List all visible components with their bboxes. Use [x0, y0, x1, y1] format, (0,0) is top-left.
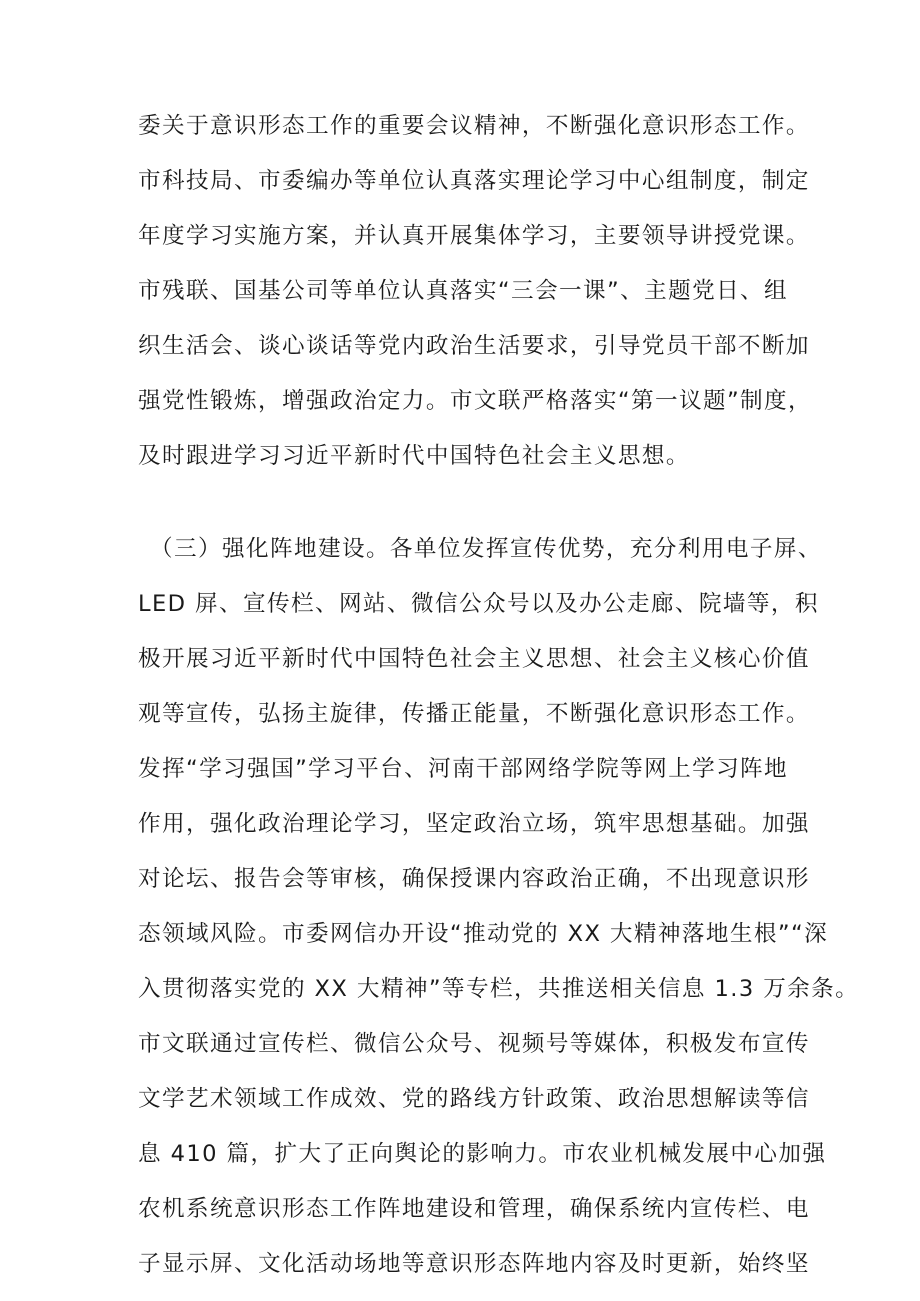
- text-line: 观等宣传，弘扬主旋律，传播正能量，不断强化意识形态工作。: [138, 701, 810, 727]
- text-line: 织生活会、谈心谈话等党内政治生活要求，引导党员干部不断加: [138, 333, 810, 359]
- text-line: 市科技局、市委编办等单位认真落实理论学习中心组制度，制定: [138, 168, 810, 194]
- section-heading-line: （三）强化阵地建设。各单位发挥宣传优势，充分利用电子屏、: [150, 536, 822, 562]
- text-line: LED 屏、宣传栏、网站、微信公众号以及办公走廊、院墙等，积: [138, 591, 819, 617]
- text-line: 文学艺术领域工作成效、党的路线方针政策、政治思想解读等信: [138, 1086, 810, 1112]
- text-line: 发挥“学习强国”学习平台、河南干部网络学院等网上学习阵地: [138, 756, 789, 782]
- text-line: 委关于意识形态工作的重要会议精神，不断强化意识形态工作。: [138, 113, 810, 139]
- text-line: 强党性锻炼，增强政治定力。市文联严格落实“第一议题”制度，: [138, 388, 813, 414]
- text-line: 及时跟进学习习近平新时代中国特色社会主义思想。: [138, 443, 690, 469]
- text-line: 息 410 篇，扩大了正向舆论的影响力。市农业机械发展中心加强: [138, 1141, 827, 1167]
- text-line: 极开展习近平新时代中国特色社会主义思想、社会主义核心价值: [138, 646, 810, 672]
- text-line: 作用，强化政治理论学习，坚定政治立场，筑牢思想基础。加强: [138, 811, 810, 837]
- text-line: 市残联、国基公司等单位认真落实“三会一课”、主题党日、组: [138, 278, 789, 304]
- text-line: 入贯彻落实党的 XX 大精神”等专栏，共推送相关信息 1.3 万余条。: [138, 976, 860, 1002]
- text-line: 态领域风险。市委网信办开设“推动党的 XX 大精神落地生根”“深: [138, 921, 829, 947]
- text-line: 子显示屏、文化活动场地等意识形态阵地内容及时更新，始终坚: [138, 1251, 810, 1277]
- text-line: 年度学习实施方案，并认真开展集体学习，主要领导讲授党课。: [138, 223, 810, 249]
- text-line: 对论坛、报告会等审核，确保授课内容政治正确，不出现意识形: [138, 866, 810, 892]
- text-line: 市文联通过宣传栏、微信公众号、视频号等媒体，积极发布宣传: [138, 1031, 810, 1057]
- text-line: 农机系统意识形态工作阵地建设和管理，确保系统内宣传栏、电: [138, 1196, 810, 1222]
